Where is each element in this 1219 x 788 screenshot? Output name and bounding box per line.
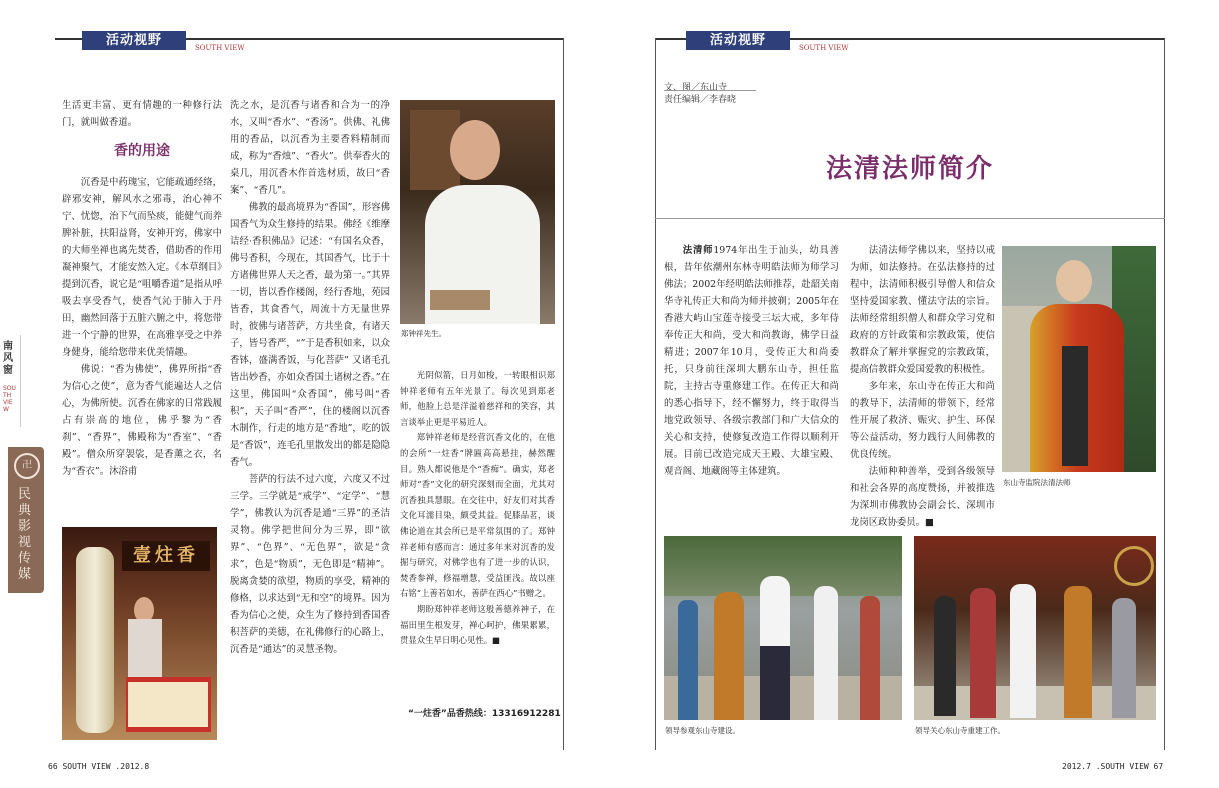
temple-rebuild-photo	[914, 536, 1156, 720]
intro-paragraph: 生活更丰富、更有情趣的一种修行法门，就叫做香道。	[62, 100, 222, 128]
body-paragraph: 多年来，东山寺在传正大和尚的教导下，法清师的带领下，经常性开展了救济、赈灾、护生、环保等公益活动，努力践行人间佛教的优良传统。	[850, 381, 995, 460]
body-paragraph: 期盼郑钟祥老师这般善德养神子，在福田里生根发芽，禅心呵护，佛果累累，贯显众生早日明心见性。■	[400, 603, 555, 646]
byline-editor: 责任编辑／李春晓	[664, 95, 737, 105]
body-paragraph: 菩萨的行法不过六度，六度又不过三学。三学就是“戒学”、“定学”、“慧学”，佛教认为沉香是通“三界”的圣洁灵物。佛学把世间分为三界，即“欲界”、“色界”、“无色界”，欲是“贪求”，色是“物质”，无色即是“精神”。脱离贪婪的欲望，物质的享受，精神的修格，以求达到“无和空”的境界。因为香为信心之使，众生为了修持到香国香积菩萨的美德，在礼佛修行的心路上，沉香是“通达”的灵慧圣物。	[230, 474, 390, 655]
body-paragraph: 洗之水，是沉香与诸香和合为一的净水，又叫“香水”、“香汤”。供佛、礼佛用的香品，以沉香为主要香料精制而成，称为“香烛”、“香火”。供奉香火的桌几，用沉香木作首选材质，故曰“香案”、“香几”。	[230, 100, 390, 196]
photo1-caption: 领导参观东山寺建设。	[665, 726, 740, 735]
spine-title: 南风窗	[3, 341, 13, 376]
body-paragraph: 法清法师学佛以来，坚持以戒为师，如法修持。在弘法修持的过程中，法清师积极引导僧人和信众坚持爱国家教、懂法守法的宗旨。法师经常组织僧人和群众学习党和政府的方针政策和宗教政策，使信教群众了解并掌握党的宗教政策，提高信教群众爱国爱教的积极性。	[850, 245, 995, 375]
title-rule	[655, 218, 1165, 219]
body-paragraph: 郑钟祥老师是经营沉香文化的，在他的会所“一炷香”牌匾高高悬挂，赫然醒目。熟人都说他是个“香痴”。确实，郑老师对“香”文化的研究深刻而全面，尤其对沉香独具慧眼。在交往中，好友们对其香文化耳濡目染，颇受其益。促膝品茗，谈佛论道在其会所已是平常氛围的了。郑钟祥老师有感而言：通过多年来对沉香的发掘与研究，对佛学也有了进一步的认识，焚香参禅，修福增慧，受益匪浅。故以座右铭“上善若如水，善萨在西心”书赠之。	[400, 432, 555, 599]
body-paragraph: 佛说：“香为佛使”，佛界所指“香为信心之使”，意为香气能遍达人之信心，为佛所使。沉香在佛家的日常践履占有崇高的地位，佛乎黎为“香刹”、“香界”，佛殿称为“香室”、“香殿”。僧众所穿袈裟，是香薰之衣，名为“香衣”。沐浴甫	[62, 364, 222, 477]
page-folio-right: 2012.7 .SOUTH VIEW 67	[1062, 762, 1164, 771]
body-paragraph: 1974年出生于汕头，幼具善根，昔年依潮州东林寺明皓法师为师学习佛法；2002年经明皓法师推荐，赴韶关南华寺礼传正大和尚为师并披剃；2005年在香港大屿山宝莲寺接受三坛大戒，多年侍奉传正大和尚，受大和尚教诲，佛学日益精进；2007年10月，受传正大和尚委托，只身前往深圳大鹏东山寺，担任监院，主持古寺重修建工作。在传正大和尚的悉心指导下，经不懈努力，终于取得当地党政领导、各级宗教部门和广大信众的关心和支持，使修复改造工作得以顺利开展。目前已改造完成天王殿、大雄宝殿、观音阁、地藏阁等主体建筑。	[664, 245, 839, 477]
article-column-3	[400, 368, 555, 649]
body-paragraph: 法师种种善举，受到各级领导和社会各界的高度赞扬，并被推选为深圳市佛教协会副会长、深圳市龙岗区政协委员。■	[850, 466, 995, 528]
spine-en: SOUTH VIEW	[3, 385, 16, 413]
byline-author: 文、图／东山寺	[664, 83, 728, 93]
bio-column-2	[850, 242, 995, 531]
section-tab: 活动视野	[686, 31, 790, 50]
section-subtab: SOUTH VIEW	[799, 44, 849, 52]
byline-rule	[664, 80, 756, 91]
lead-name: 法清师	[682, 245, 714, 256]
page-edge-rule	[1164, 38, 1165, 750]
incense-shop-photo	[62, 527, 217, 740]
spine-column-label: 民典影视传媒	[18, 487, 32, 582]
monk-caption: 东山寺监院法清法师	[1003, 478, 1071, 487]
page-edge-rule	[655, 38, 656, 750]
section-tab: 活动视野	[82, 31, 186, 50]
shop-sign: 壹炷香	[122, 541, 210, 571]
portrait-caption: 郑钟祥先生。	[401, 329, 446, 338]
subhead-incense-use: 香的用途	[114, 143, 170, 159]
bio-column-1	[664, 242, 839, 480]
article-column-1	[62, 97, 222, 480]
section-subtab: SOUTH VIEW	[195, 44, 245, 52]
page-edge-rule	[563, 38, 564, 750]
page-folio-left: 66 SOUTH VIEW .2012.8	[48, 762, 150, 771]
hotline-text: “一炷香”品香热线：13316912281	[408, 709, 561, 719]
seal-icon: 卍	[14, 453, 40, 479]
spine-masthead	[0, 335, 21, 427]
body-paragraph: 光阴似箭，日月如梭，一转眼相识郑钟祥老师有五年光景了。每次见到郑老师，他脸上总是洋溢着慈祥和的笑容，其言谈举止更是平易近人。	[400, 370, 555, 427]
leaders-visit-photo	[664, 536, 902, 720]
photo2-caption: 领导关心东山寺重建工作。	[915, 726, 1005, 735]
portrait-photo-zheng	[400, 100, 555, 324]
spine-column-tag	[8, 447, 44, 593]
article-column-2	[230, 97, 390, 658]
body-paragraph: 佛教的最高境界为“香国”，形容佛国香气为众生修持的结果。佛经《维摩诘经·香积佛品》记述：“有国名众香，佛号香积，今现在，其国香气，比于十方诸佛世界人天之香，最为第一。”其界一切，皆以香作楼阁，经行香地，苑园皆香，其食香气，周流十方无量世界时，彼佛与诸菩萨，方共坐食，有诸天子，皆号香严，“”于是香积如来，以众香钵，盛满香饭，与化菩萨” 又诸毛孔皆出妙香，亦如众香国土诸树之香。”在这里，佛国叫“众香国”，佛号叫“香积”，天子叫“香严”，住的楼阁以沉香木制作，行走的地方是“香地”，吃的饭是“香饭”，连毛孔里散发出的都是隐隐香气。	[230, 202, 390, 468]
article-title: 法清法师简介	[825, 154, 994, 184]
monk-portrait-photo	[1002, 246, 1156, 472]
body-paragraph: 沉香是中药瑰宝，它能疏通经络，辟邪安神，解风水之邪毒，治心神不宁、忧惚，治下气而坠痰，能健气而养脾补脏，扶阳益肾，安神开窍，佛家中的大师坐禅也离先焚香，借助香的作用凝神聚气，才能安然入定。《本草纲目》提到沉香，说它是“咀嚼香道”是指从呼吸去享受香气，使香气沁于肺入于丹田，幽然回落于五脏六腑之中，将您带进一个宁静的世界，在高雅享受之中养身健身，能给您带来优美情趣。	[62, 177, 222, 358]
